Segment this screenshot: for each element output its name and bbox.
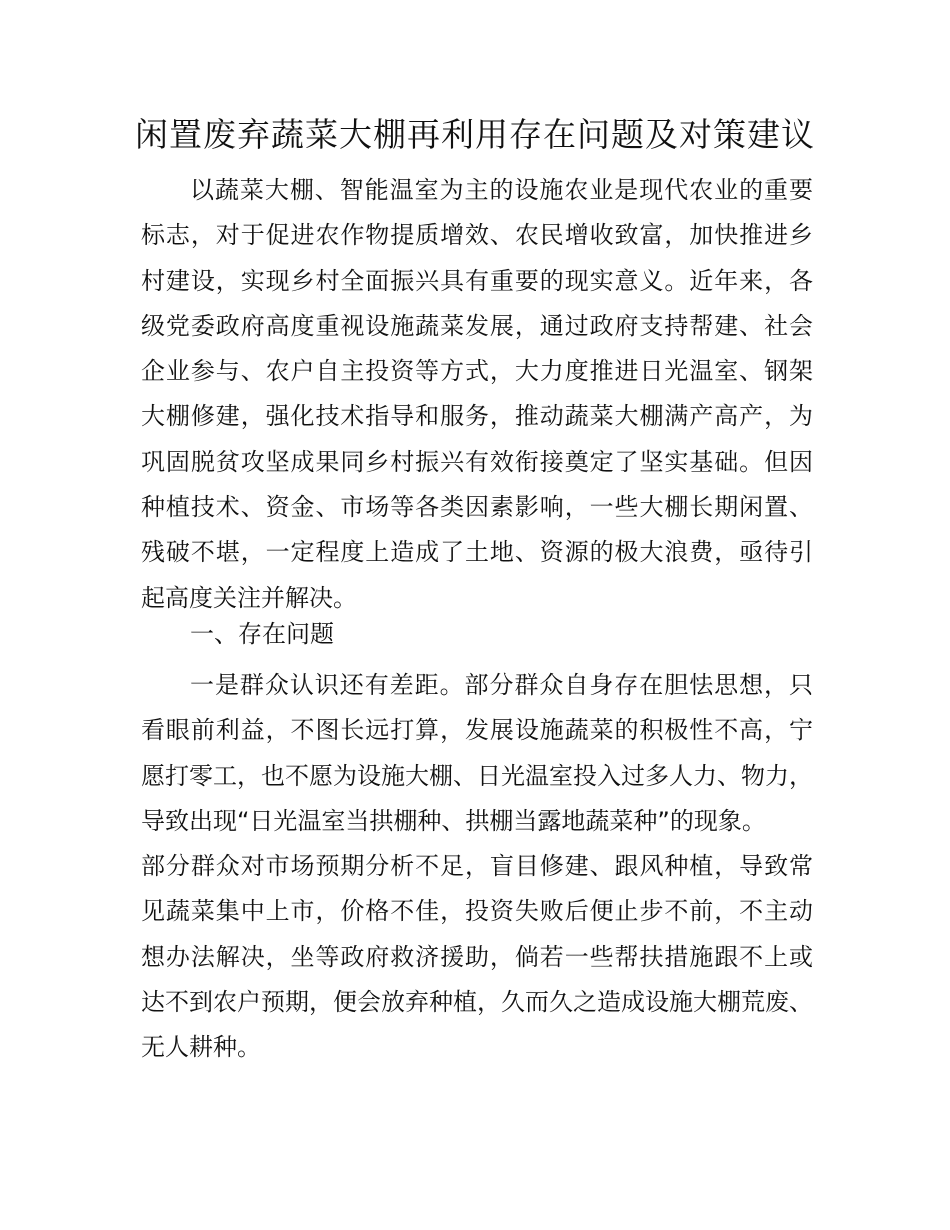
text-line: 看眼前利益，不图长远打算，发展设施蔬菜的积极性不高，宁 xyxy=(141,716,813,745)
text-line: 见蔬菜集中上市，价格不佳，投资失败后便止步不前，不主动 xyxy=(141,897,813,926)
document-title: 闲置废弃蔬菜大棚再利用存在问题及对策建议 xyxy=(135,115,815,154)
text-line: 愿打零工，也不愿为设施大棚、日光温室投入过多人力、物力， xyxy=(141,761,813,790)
text-line: 巩固脱贫攻坚成果同乡村振兴有效衔接奠定了坚实基础。但因 xyxy=(141,447,813,476)
text-line: 种植技术、资金、市场等各类因素影响，一些大棚长期闲置、 xyxy=(141,493,813,522)
section-heading-container xyxy=(141,612,813,657)
text-line: 无人耕种。 xyxy=(141,1033,261,1062)
text-line: 级党委政府高度重视设施蔬菜发展，通过政府支持帮建、社会 xyxy=(141,311,813,340)
text-line: 企业参与、农户自主投资等方式，大力度推进日光温室、钢架 xyxy=(141,357,813,386)
text-line: 一是群众认识还有差距。部分群众自身存在胆怯思想，只 xyxy=(190,671,813,699)
text-line: 导致出现“日光温室当拱棚种、拱棚当露地蔬菜种”的现象。 xyxy=(141,806,766,835)
paragraph-problem-1 xyxy=(141,663,813,1071)
text-line: 标志，对于促进农作物提质增效、农民增收致富，加快推进乡 xyxy=(141,221,813,250)
paragraph-intro xyxy=(141,168,813,621)
text-line: 达不到农户预期，便会放弃种植，久而久之造成设施大棚荒废、 xyxy=(141,988,813,1017)
text-line: 残破不堪，一定程度上造成了土地、资源的极大浪费，亟待引 xyxy=(141,538,813,567)
text-line: 部分群众对市场预期分析不足，盲目修建、跟风种植，导致常 xyxy=(141,852,813,881)
section-heading: 一、存在问题 xyxy=(190,620,334,648)
text-line: 村建设，实现乡村全面振兴具有重要的现实意义。近年来，各 xyxy=(141,266,813,295)
text-line: 以蔬菜大棚、智能温室为主的设施农业是现代农业的重要 xyxy=(190,176,813,204)
text-line: 想办法解决，坐等政府救济援助，倘若一些帮扶措施跟不上或 xyxy=(141,942,813,971)
text-line: 大棚修建，强化技术指导和服务，推动蔬菜大棚满产高产，为 xyxy=(141,402,813,431)
text-line: 起高度关注并解决。 xyxy=(141,583,357,612)
